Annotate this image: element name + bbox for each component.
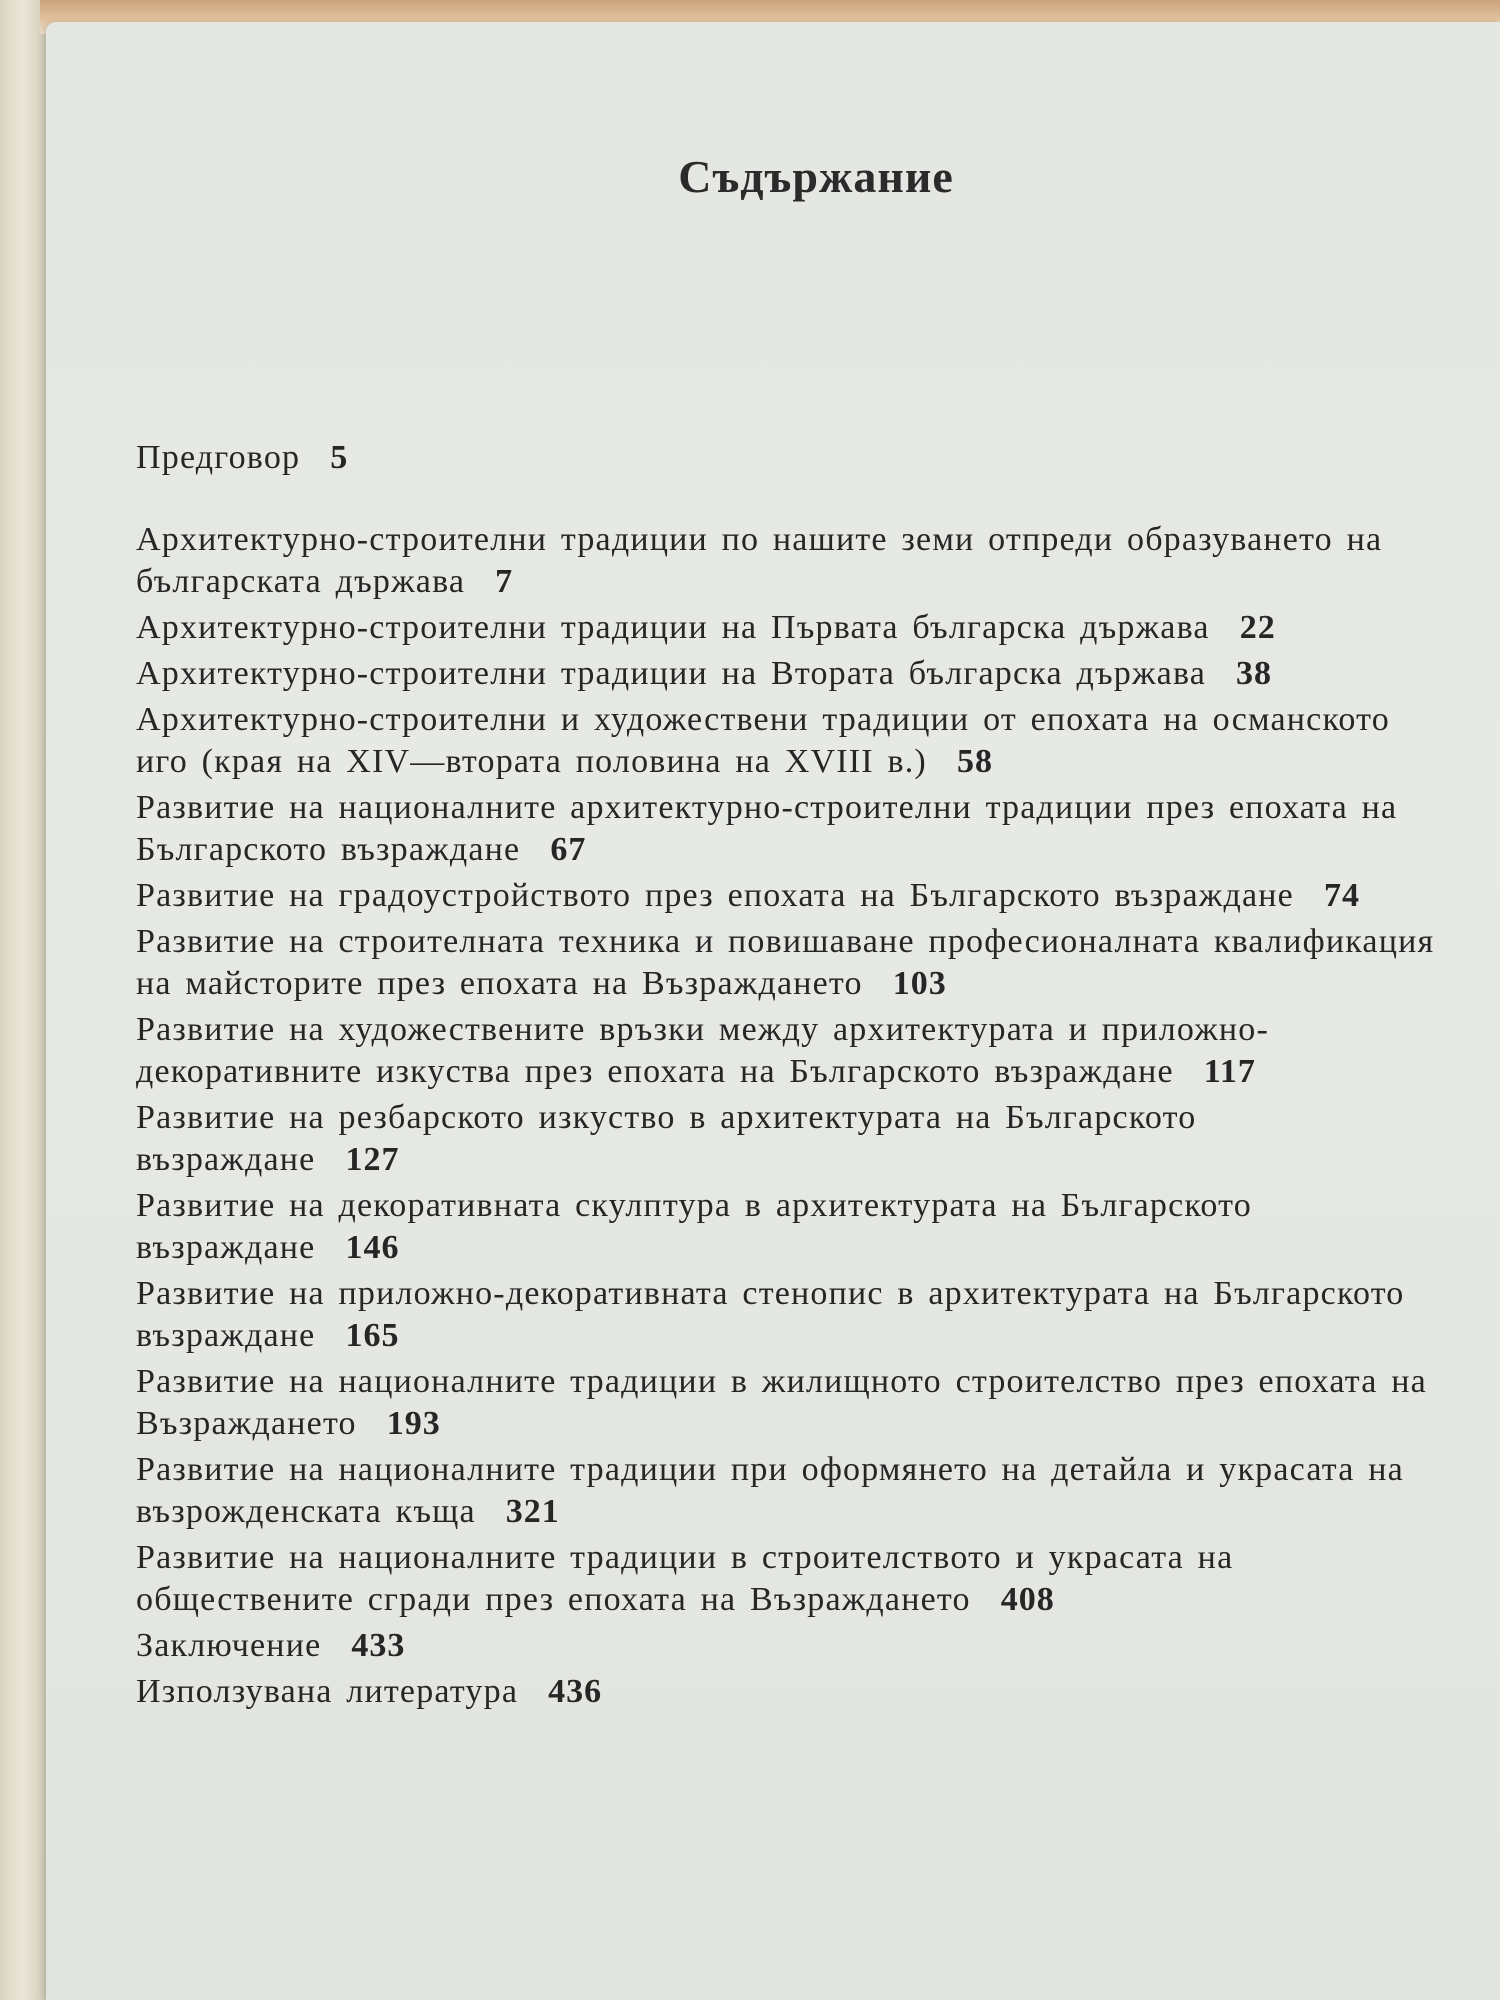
- toc-entry: [136, 1625, 1446, 1667]
- toc-entry: [136, 1273, 1446, 1357]
- toc-entry-text: Развитие на националните традиции при оформянето на детайла и украсата на възрожденската къща: [136, 1451, 1404, 1530]
- toc-entry-page: 103: [892, 965, 947, 1002]
- toc-entry-page: 165: [345, 1317, 400, 1354]
- toc-entry: [136, 787, 1446, 871]
- toc-entry-text: Развитие на декоративната скулптура в архитектурата на Българското възраждане: [136, 1187, 1252, 1266]
- toc-entry-page: 127: [345, 1141, 400, 1178]
- toc-entry-page: 5: [330, 439, 349, 476]
- toc-entry: [136, 607, 1446, 649]
- toc-entry-text: Развитие на националните традиции в жилищното строителство през епохата на Възраждането: [136, 1363, 1427, 1442]
- toc-entry-page: 38: [1236, 655, 1273, 692]
- toc-entry-text: Архитектурно-строителни и художествени традиции от епохата на османското иго (края на XIV—втората половина на XVIII в.): [136, 701, 1390, 780]
- toc-entry-text: Развитие на строителната техника и повишаване професионалната квалификация на майсторите през епохата на Възраждането: [136, 923, 1435, 1002]
- toc-entry: [136, 519, 1446, 603]
- toc-entry: [136, 875, 1446, 917]
- toc-entry-text: Предговор: [136, 439, 301, 476]
- book-page: [46, 22, 1500, 2000]
- toc-entry-page: 74: [1323, 877, 1360, 914]
- toc-entry: [136, 1185, 1446, 1269]
- toc-entry-page: 7: [495, 563, 514, 600]
- toc-entry: [136, 1671, 1446, 1713]
- toc-entry-text: Развитие на градоустройството през епохата на Българското възраждане: [136, 877, 1294, 914]
- toc-entry-page: 22: [1239, 609, 1276, 646]
- toc-entry-text: Развитие на националните традиции в строителството и украсата на обществените сгради през епохата на Възраждането: [136, 1539, 1234, 1618]
- toc-entry-text: Използувана литература: [136, 1673, 519, 1710]
- toc-entry-text: Развитие на художествените връзки между архитектурата и приложно-декоративните изкуства през епохата на Българското възраждане: [136, 1011, 1270, 1090]
- toc-entry-page: 408: [1000, 1581, 1055, 1618]
- toc-entry: [136, 1097, 1446, 1181]
- table-of-contents: [136, 437, 1446, 1717]
- page-title: Съдържание: [678, 151, 954, 202]
- toc-entry-page: 193: [386, 1405, 441, 1442]
- toc-entry: [136, 1449, 1446, 1533]
- toc-entry-text: Развитие на националните архитектурно-строителни традиции през епохата на Българското възраждане: [136, 789, 1398, 868]
- toc-entry: [136, 1537, 1446, 1621]
- toc-entry-text: Развитие на приложно-декоративната стенопис в архитектурата на Българското възраждане: [136, 1275, 1405, 1354]
- toc-entry-text: Развитие на резбарското изкуство в архитектурата на Българското възраждане: [136, 1099, 1197, 1178]
- toc-entry-page: 433: [351, 1627, 406, 1664]
- toc-entry: [136, 921, 1446, 1005]
- toc-entry: [136, 1361, 1446, 1445]
- toc-entry: [136, 653, 1446, 695]
- toc-entry-text: Архитектурно-строителни традиции по нашите земи отпреди образуването на българската държава: [136, 521, 1383, 600]
- toc-entry-text: Архитектурно-строителни традиции на Първата българска държава: [136, 609, 1210, 646]
- book-binding-left: [0, 0, 52, 2000]
- toc-entry: [136, 1009, 1446, 1093]
- toc-entry: [136, 437, 1446, 479]
- toc-entry-text: Заключение: [136, 1627, 322, 1664]
- toc-entry-page: 436: [548, 1673, 603, 1710]
- toc-entry-page: 117: [1203, 1053, 1256, 1090]
- toc-entry-page: 67: [550, 831, 587, 868]
- toc-entry: [136, 699, 1446, 783]
- toc-entry-page: 146: [345, 1229, 400, 1266]
- toc-entry-text: Архитектурно-строителни традиции на Втората българска държава: [136, 655, 1207, 692]
- toc-entry-page: 321: [505, 1493, 560, 1530]
- toc-entry-page: 58: [956, 743, 993, 780]
